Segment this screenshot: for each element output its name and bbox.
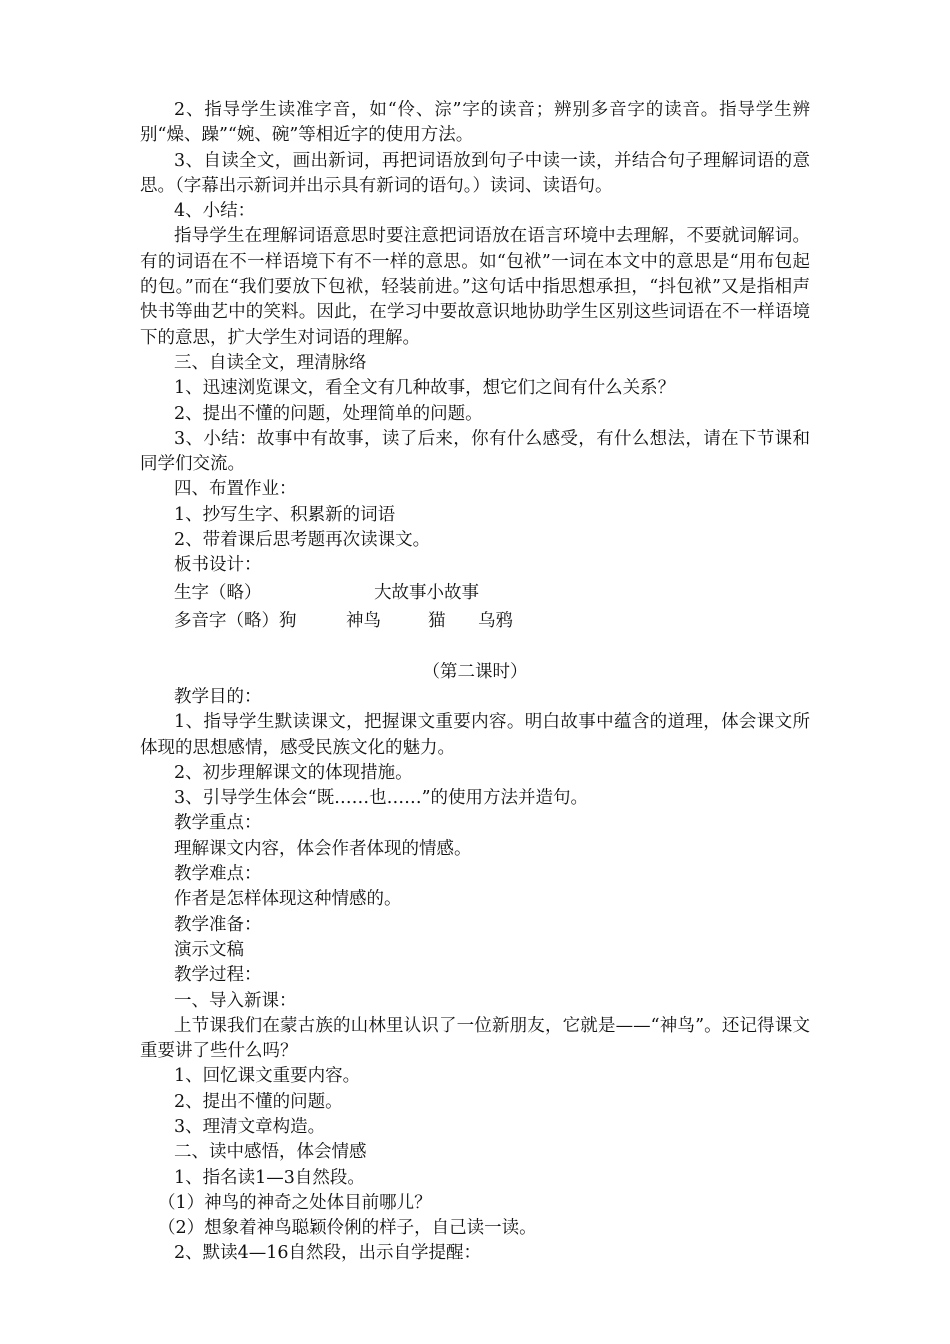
paragraph: 2、提出不懂的问题，处理简单的问题。 [174, 403, 483, 424]
paragraph: 1、指导学生默读课文，把握课文重要内容。明白故事中蕴含的道理，体会课文所体现的思想感情，感受民族文化的魅力。 [140, 712, 810, 758]
paragraph: 1、迅速浏览课文，看全文有几种故事，想它们之间有什么关系？ [174, 378, 676, 399]
paragraph: 2、带着课后思考题再次读课文。 [174, 530, 431, 551]
board-row-2 [140, 607, 810, 635]
paragraph: 作者是怎样体现这种情感的。 [174, 889, 402, 910]
paragraph: 3、引导学生体会“既……也……”的使用方法并造句。 [174, 788, 589, 809]
paragraph: 理解课文内容，体会作者体现的情感。 [174, 838, 472, 859]
paragraph: 1、抄写生字、积累新的词语 [174, 504, 396, 525]
paragraph: 教学重点： [174, 813, 262, 834]
paragraph: 3、自读全文，画出新词，再把词语放到句子中读一读，并结合句子理解词语的意思。（字幕出示新词并出示具有新词的语句。）读词、读语句。 [140, 150, 810, 196]
paragraph: 教学目的： [174, 686, 262, 707]
board-item: 生字（略） [174, 582, 262, 603]
paragraph: 2、提出不懂的问题。 [174, 1091, 343, 1112]
board-row-1 [140, 579, 810, 607]
paragraph: 教学准备： [174, 914, 262, 935]
paragraph: 教学难点： [174, 864, 262, 885]
blank-line [140, 635, 810, 660]
section-heading: 四、布置作业： [174, 479, 297, 500]
document-body [140, 98, 810, 1267]
paragraph: 1、指名读1—3自然段。 [174, 1167, 365, 1188]
board-item: 猫 [428, 610, 446, 631]
board-item: 多音字（略）狗 [174, 610, 297, 631]
paragraph: 3、理清文章构造。 [174, 1116, 326, 1137]
paragraph: 板书设计： [174, 555, 262, 576]
paragraph: 3、小结：故事中有故事，读了后来，你有什么感受，有什么想法，请在下节课和同学们交流。 [140, 428, 810, 475]
paragraph: 教学过程： [174, 965, 262, 986]
section-heading: 一、导入新课： [174, 990, 297, 1011]
board-item: 乌鸦 [478, 610, 513, 631]
paragraph: 上节课我们在蒙古族的山林里认识了一位新朋友，它就是——“神鸟”。还记得课文重要讲了些什么吗？ [140, 1015, 810, 1062]
paragraph: 2、指导学生读准字音，如“伶、淙”字的读音；辨别多音字的读音。指导学生辨别“燥、躁”“婉、碗”等相近字的使用方法。 [140, 100, 810, 146]
section-title: （第二课时） [422, 661, 528, 682]
sub-item: （2）想象着神鸟聪颖伶俐的样子，自己读一读。 [158, 1218, 537, 1239]
paragraph: 演示文稿 [174, 939, 244, 960]
paragraph: 1、回忆课文重要内容。 [174, 1066, 361, 1087]
section-heading: 二、读中感悟，体会情感 [174, 1142, 367, 1163]
section-heading: 三、自读全文，理清脉络 [174, 352, 367, 373]
board-item: 神鸟 [346, 610, 381, 631]
paragraph: 指导学生在理解词语意思时要注意把词语放在语言环境中去理解，不要就词解词。有的词语在不一样语境下有不一样的意思。如“包袱”一词在本文中的意思是“用布包起的包。”而在“我们要放下包袱，轻装前进。”这句话中指思想承担，“抖包袱”又是指相声快书等曲艺中的笑料。因此，在学习中要故意识地协助学生区别这些词语在不一样语境下的意思，扩大学生对词语的理解。 [140, 226, 810, 348]
sub-item: （1）神鸟的神奇之处体目前哪儿？ [158, 1192, 432, 1213]
board-item: 大故事小故事 [374, 582, 479, 603]
paragraph: 4、小结： [174, 201, 256, 222]
paragraph: 2、初步理解课文的体现措施。 [174, 762, 413, 783]
paragraph: 2、默读4—16自然段，出示自学提醒： [174, 1243, 482, 1264]
